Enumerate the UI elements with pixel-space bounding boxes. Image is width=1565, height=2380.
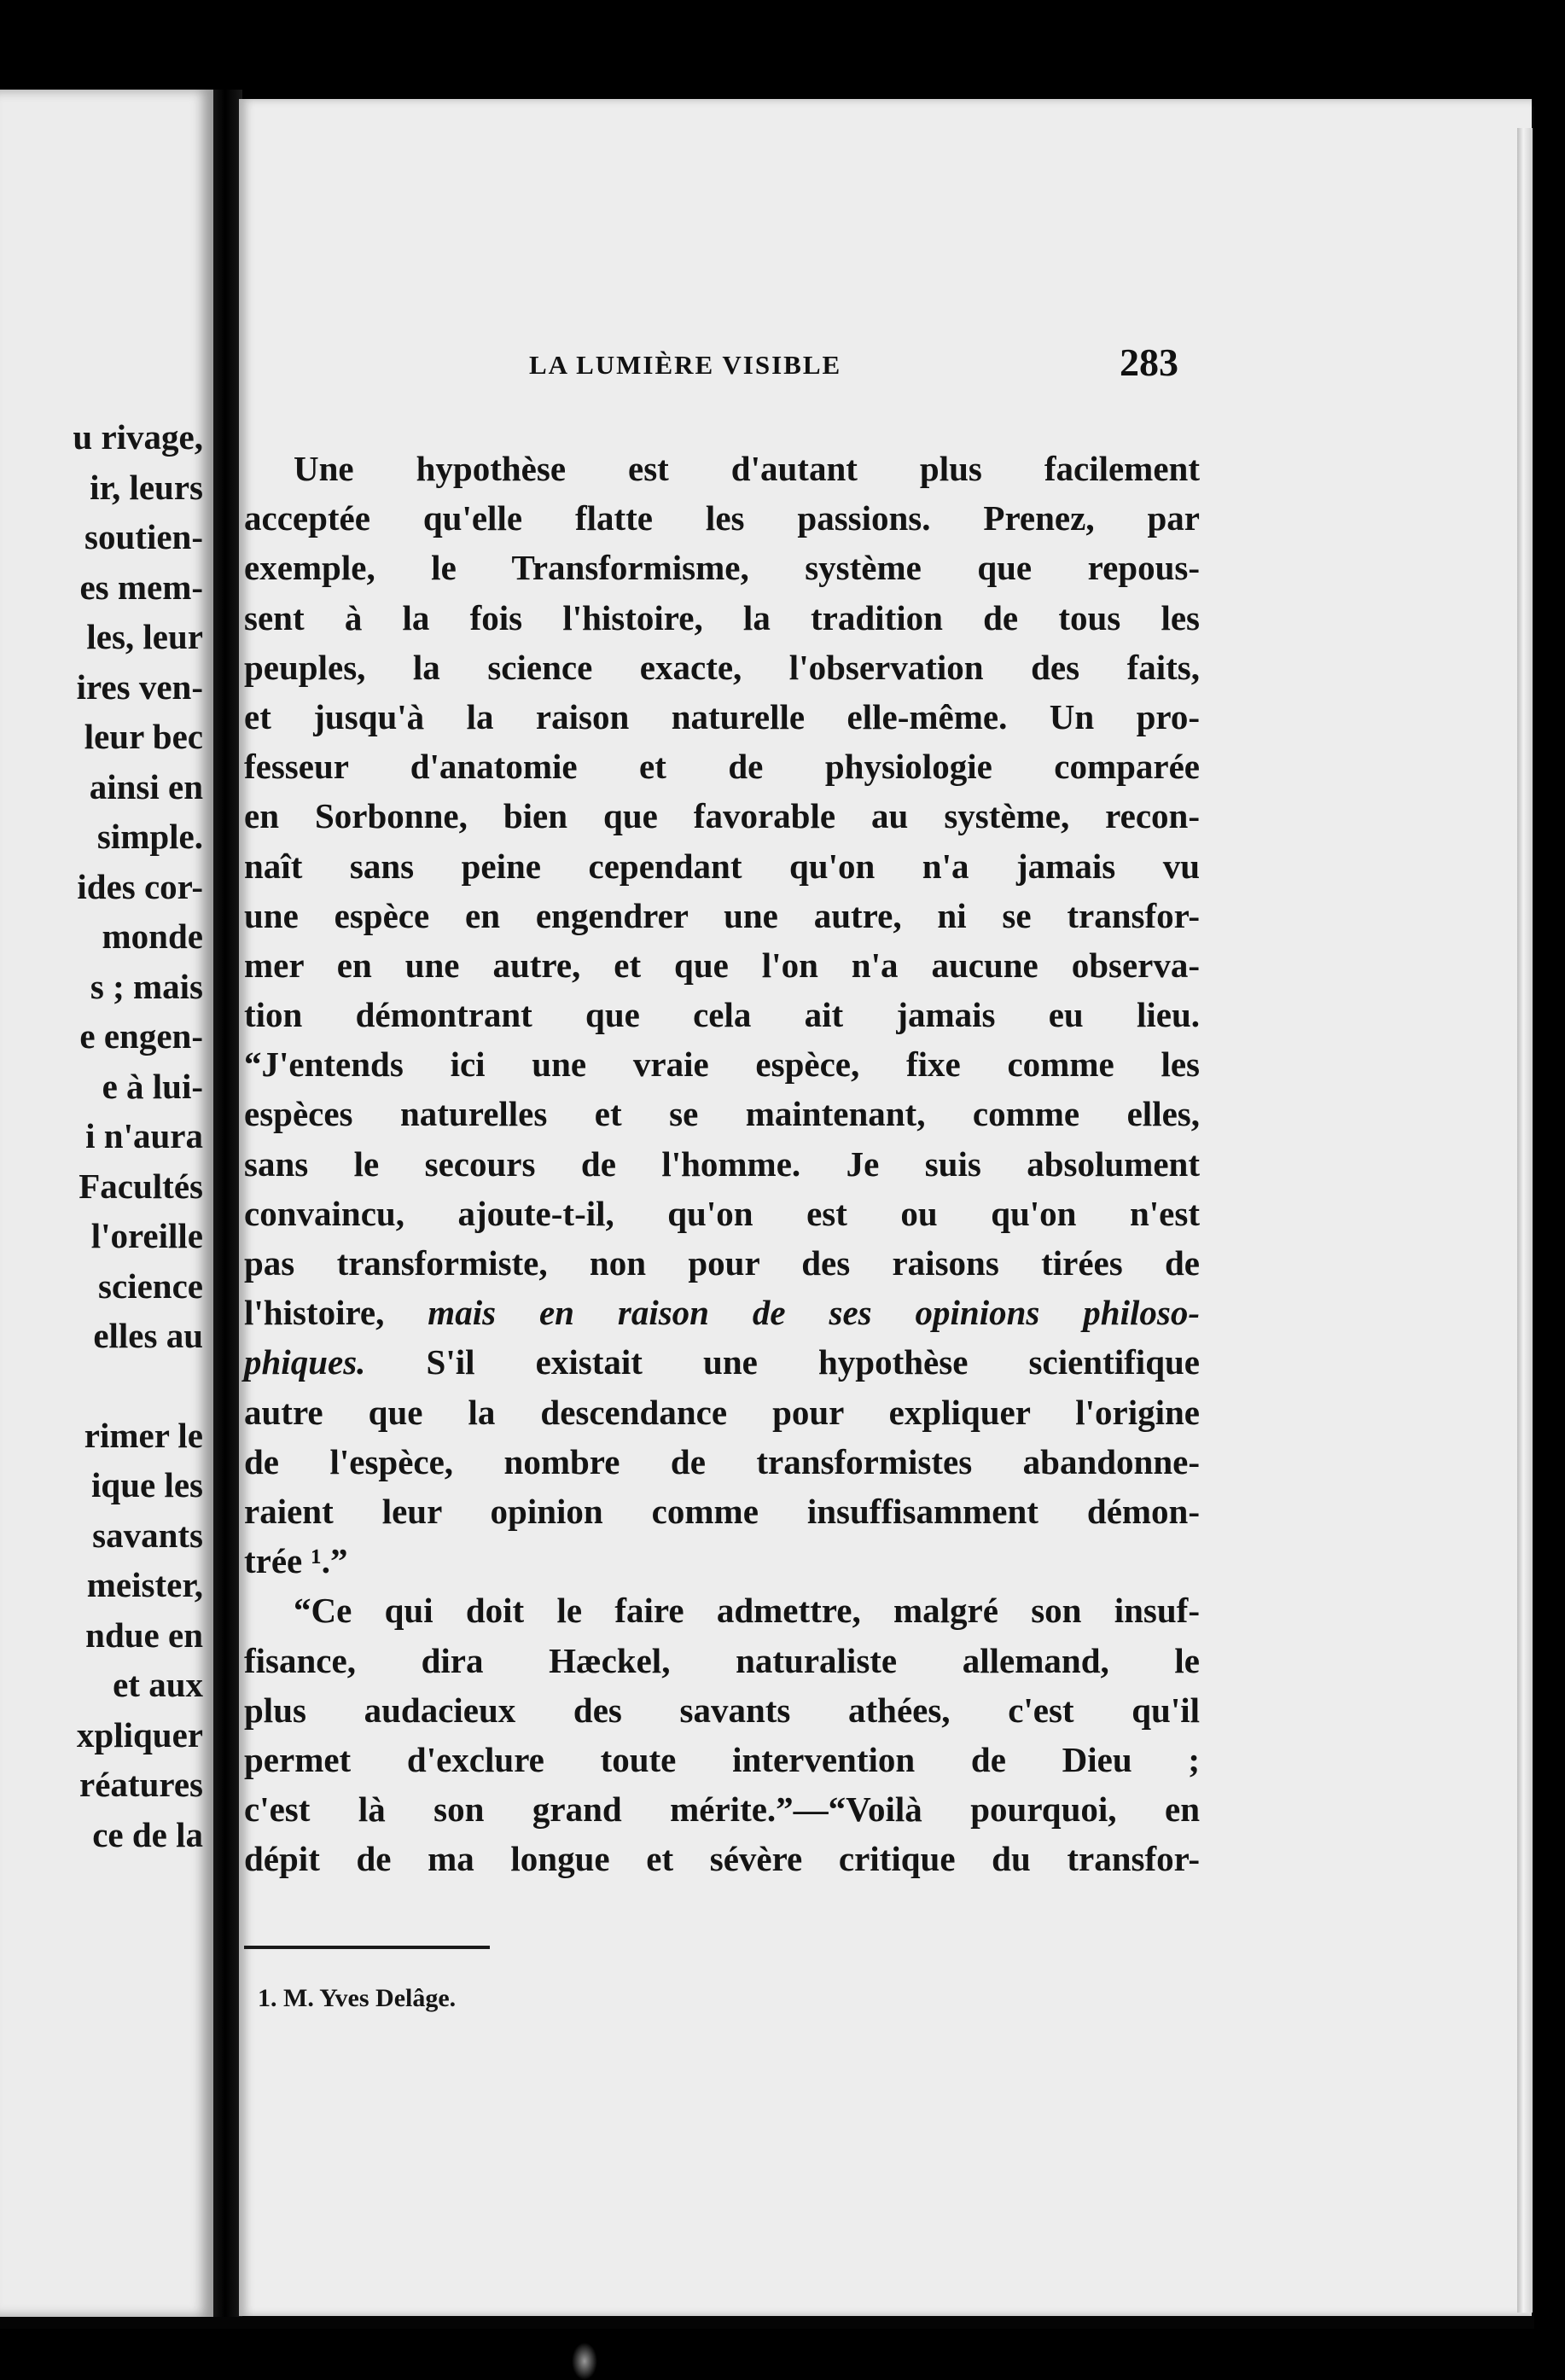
text-line — [244, 742, 1200, 791]
line-text: naît sans peine cependant qu'on n'a jamais vu — [244, 846, 1200, 886]
text-line — [244, 1437, 1200, 1487]
line-text: “Ce qui doit le faire admettre, malgré son insuf- — [294, 1591, 1200, 1631]
previous-page-line: science — [98, 1266, 203, 1306]
previous-page-line: rimer le — [84, 1415, 203, 1455]
line-text: sent à la fois l'histoire, la tradition de tous les — [244, 597, 1200, 637]
line-text: permet d'exclure toute intervention de Dieu ; — [244, 1739, 1200, 1779]
line-text: pas transformiste, non pour des raisons tirées de — [244, 1243, 1200, 1283]
previous-page-line: es mem- — [79, 567, 203, 607]
text-line — [244, 1337, 1200, 1387]
previous-page-line: elles au — [93, 1316, 203, 1355]
text-line — [244, 493, 1200, 543]
line-text: de l'espèce, nombre de transformistes abandonne- — [244, 1441, 1200, 1481]
text-line — [244, 791, 1200, 841]
running-head: LA LUMIÈRE VISIBLE — [529, 350, 842, 380]
previous-page-line: ique les — [91, 1465, 203, 1504]
text-line — [244, 593, 1200, 643]
text-line — [244, 444, 1200, 493]
line-text: acceptée qu'elle flatte les passions. Prenez, par — [244, 498, 1200, 538]
book-gutter — [213, 90, 242, 2317]
line-text: trée ¹.” — [244, 1541, 348, 1581]
previous-page-line: meister, — [86, 1565, 203, 1604]
scan-border-bottom — [0, 2329, 1565, 2380]
line-text: convaincu, ajoute-t-il, qu'on est ou qu'on n'est — [244, 1193, 1200, 1233]
line-text: fesseur d'anatomie et de physiologie comparée — [244, 747, 1200, 787]
text-line — [244, 1388, 1200, 1437]
previous-page-line: i n'aura — [85, 1116, 203, 1155]
text-line — [244, 1288, 1200, 1337]
italic-text: phiques. — [244, 1342, 366, 1382]
text-line — [244, 1586, 1200, 1635]
text-line — [244, 1039, 1200, 1089]
previous-page-line: l'oreille — [90, 1216, 203, 1255]
previous-page-fragment — [0, 90, 213, 2317]
text-line — [244, 1089, 1200, 1138]
italic-text: mais en raison de ses opinions philoso- — [384, 1293, 1200, 1333]
line-text: “J'entends ici une vraie espèce, fixe comme les — [244, 1045, 1200, 1085]
line-text: Une hypothèse est d'autant plus facilement — [294, 449, 1200, 488]
text-line — [244, 1636, 1200, 1685]
text-line — [244, 1784, 1200, 1834]
text-line — [244, 1139, 1200, 1189]
body-text — [244, 444, 1200, 1883]
line-text: S'il existait une hypothèse scientifique — [365, 1342, 1200, 1382]
text-line — [244, 1536, 1200, 1586]
line-text: une espèce en engendrer une autre, ni se transfor- — [244, 895, 1200, 935]
previous-page-line: ainsi en — [89, 766, 203, 806]
text-line — [244, 543, 1200, 592]
previous-page-line — [73, 1361, 203, 1411]
text-line — [244, 643, 1200, 692]
line-text: exemple, le Transformisme, système que repous- — [244, 548, 1200, 588]
previous-page-line: monde — [102, 917, 203, 956]
scan-glare — [572, 2342, 597, 2380]
previous-page-line: et aux — [113, 1665, 203, 1704]
scan-border-right — [1534, 0, 1565, 2380]
text-line — [244, 1735, 1200, 1784]
previous-page-line: ides cor- — [77, 866, 203, 906]
text-line — [244, 1685, 1200, 1735]
line-text: fisance, dira Hæckel, naturaliste allemand, le — [244, 1640, 1200, 1680]
page-edge — [1517, 128, 1533, 2313]
previous-page-line: leur bec — [84, 717, 203, 756]
text-line — [244, 1487, 1200, 1536]
text-line — [244, 692, 1200, 742]
line-text: raient leur opinion comme insuffisamment démon- — [244, 1491, 1200, 1531]
line-text: peuples, la science exacte, l'observation des faits, — [244, 647, 1200, 687]
text-line — [244, 940, 1200, 990]
line-text: et jusqu'à la raison naturelle elle-même. Un pro- — [244, 696, 1200, 736]
footnote: 1. M. Yves Delâge. — [258, 1984, 457, 2012]
line-text: mer en une autre, et que l'on n'a aucune observa- — [244, 945, 1200, 985]
previous-page-line: soutien- — [84, 517, 203, 556]
line-text: tion démontrant que cela ait jamais eu lieu. — [244, 995, 1200, 1035]
previous-page-line: ires ven- — [76, 666, 203, 707]
text-line — [244, 1189, 1200, 1238]
footnote-rule — [244, 1946, 490, 1949]
line-text: plus audacieux des savants athées, c'est qu'il — [244, 1690, 1200, 1730]
previous-page-line: savants — [92, 1515, 203, 1555]
text-line — [244, 841, 1200, 891]
text-line — [244, 891, 1200, 940]
line-text: sans le secours de l'homme. Je suis absolument — [244, 1143, 1200, 1184]
line-text: c'est là son grand mérite.”—“Voilà pourquoi, en — [244, 1789, 1200, 1830]
line-text: en Sorbonne, bien que favorable au système, recon- — [244, 796, 1200, 836]
line-text: dépit de ma longue et sévère critique du transfor- — [244, 1839, 1200, 1879]
previous-page-line: e à lui- — [102, 1066, 203, 1106]
previous-page-line: simple. — [96, 817, 203, 856]
previous-page-line: s ; mais — [90, 966, 203, 1006]
previous-page-line: ce de la — [92, 1814, 203, 1854]
text-line — [244, 990, 1200, 1039]
previous-page-line: u rivage, — [73, 417, 203, 457]
previous-page-line: Facultés — [79, 1166, 203, 1206]
text-line — [244, 1834, 1200, 1883]
text-line — [244, 1238, 1200, 1288]
previous-page-line: ir, leurs — [90, 467, 203, 507]
previous-page-line: réatures — [79, 1765, 203, 1804]
previous-page-line: e engen- — [79, 1016, 203, 1056]
previous-page-line: ndue en — [85, 1615, 203, 1655]
previous-page-text — [73, 412, 203, 1859]
line-text: espèces naturelles et se maintenant, comme elles, — [244, 1094, 1200, 1134]
page-number: 283 — [1120, 340, 1178, 384]
line-text: autre que la descendance pour expliquer l'origine — [244, 1392, 1200, 1432]
line-text: l'histoire, — [244, 1293, 385, 1333]
previous-page-line: xpliquer — [76, 1714, 203, 1754]
previous-page-line: les, leur — [86, 617, 203, 656]
